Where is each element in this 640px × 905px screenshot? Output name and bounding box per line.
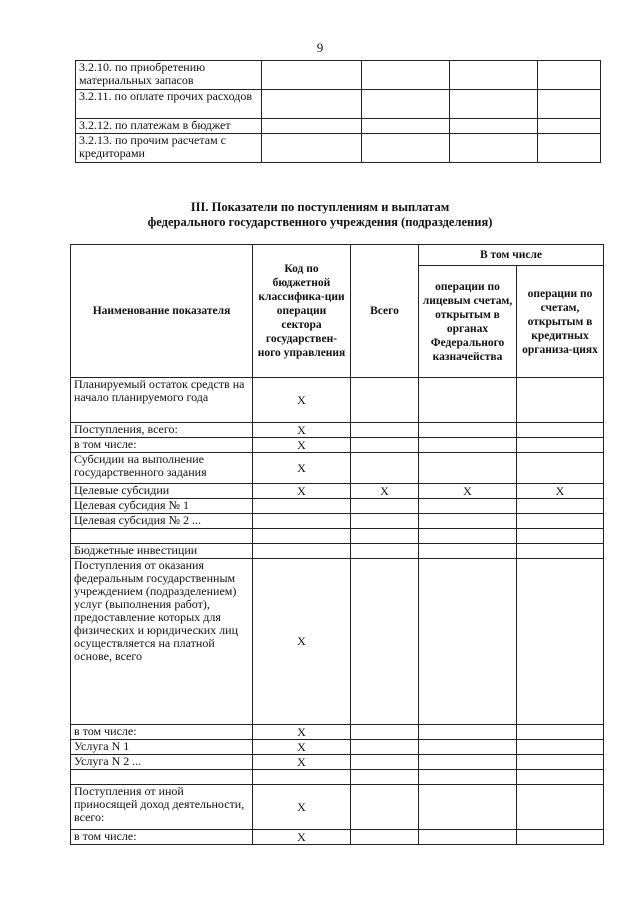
cell-code	[253, 529, 351, 544]
section-title-line2: федерального государственного учреждения (подразделения)	[147, 215, 493, 229]
cell-name: Услуга N 2 ...	[71, 755, 253, 770]
cell-credit	[517, 785, 604, 830]
cell-total	[351, 830, 419, 845]
cell-total	[351, 785, 419, 830]
table-row	[71, 453, 604, 484]
cell-credit	[517, 529, 604, 544]
cell-total	[351, 514, 419, 529]
cell-credit	[517, 514, 604, 529]
cell-credit	[517, 740, 604, 755]
table-row	[71, 559, 604, 725]
continuation-table-body	[76, 61, 601, 163]
cell-total	[351, 438, 419, 453]
empty-cell	[450, 90, 538, 119]
table-row	[71, 544, 604, 559]
cell-credit	[517, 499, 604, 514]
cell-code: X	[253, 740, 351, 755]
cell-name	[71, 529, 253, 544]
indicators-table	[70, 244, 604, 845]
cell-name: в том числе:	[71, 438, 253, 453]
table-row	[76, 134, 601, 163]
table-row	[71, 755, 604, 770]
row-label: 3.2.12. по платежам в бюджет	[76, 119, 262, 134]
section-heading	[0, 200, 640, 230]
empty-cell	[262, 90, 362, 119]
cell-total	[351, 453, 419, 484]
cell-treasury	[419, 453, 517, 484]
cell-name: в том числе:	[71, 725, 253, 740]
cell-total	[351, 740, 419, 755]
row-label: 3.2.10. по приобретению материальных запасов	[76, 61, 262, 90]
table-row	[71, 484, 604, 499]
row-label: 3.2.11. по оплате прочих расходов	[76, 90, 262, 119]
empty-cell	[538, 134, 601, 163]
cell-treasury	[419, 740, 517, 755]
cell-code: X	[253, 559, 351, 725]
cell-name: Субсидии на выполнение государственного задания	[71, 453, 253, 484]
table-row	[71, 830, 604, 845]
cell-name: в том числе:	[71, 830, 253, 845]
table-row	[76, 61, 601, 90]
table-row	[71, 423, 604, 438]
cell-total	[351, 755, 419, 770]
cell-name: Поступления, всего:	[71, 423, 253, 438]
table-row	[71, 514, 604, 529]
cell-credit	[517, 378, 604, 423]
cell-treasury	[419, 529, 517, 544]
indicators-table-header	[71, 245, 604, 378]
empty-cell	[538, 119, 601, 134]
cell-treasury	[419, 423, 517, 438]
section-title-line1: III. Показатели по поступлениям и выплатам	[190, 200, 450, 214]
cell-name: Целевая субсидия № 1	[71, 499, 253, 514]
table-row	[76, 90, 601, 119]
cell-treasury	[419, 755, 517, 770]
cell-total	[351, 423, 419, 438]
cell-name: Поступления от иной приносящей доход деятельности, всего:	[71, 785, 253, 830]
continuation-table	[75, 60, 601, 163]
cell-total	[351, 559, 419, 725]
cell-treasury: X	[419, 484, 517, 499]
cell-code	[253, 770, 351, 785]
cell-code: X	[253, 438, 351, 453]
table-row	[71, 499, 604, 514]
cell-treasury	[419, 725, 517, 740]
cell-credit	[517, 544, 604, 559]
cell-code: X	[253, 453, 351, 484]
empty-cell	[362, 61, 450, 90]
cell-treasury	[419, 438, 517, 453]
cell-code: X	[253, 484, 351, 499]
empty-cell	[450, 134, 538, 163]
cell-treasury	[419, 785, 517, 830]
empty-cell	[538, 61, 601, 90]
table-row	[71, 770, 604, 785]
cell-credit	[517, 453, 604, 484]
cell-treasury	[419, 770, 517, 785]
cell-treasury	[419, 514, 517, 529]
cell-credit: X	[517, 484, 604, 499]
cell-name: Поступления от оказания федеральным государственным учреждением (подразделением) услуг (выполнения работ), предоставление которых для физических и юридических лиц осуществляется на платной основе, всего	[71, 559, 253, 725]
cell-total	[351, 529, 419, 544]
empty-cell	[450, 119, 538, 134]
cell-credit	[517, 770, 604, 785]
table-row	[71, 529, 604, 544]
empty-cell	[262, 119, 362, 134]
cell-code: X	[253, 725, 351, 740]
empty-cell	[362, 119, 450, 134]
cell-name: Целевые субсидии	[71, 484, 253, 499]
cell-total	[351, 770, 419, 785]
header-credit: операции по счетам, открытым в кредитных организа-циях	[517, 266, 604, 378]
empty-cell	[450, 61, 538, 90]
header-including: В том числе	[419, 245, 604, 266]
cell-treasury	[419, 559, 517, 725]
cell-code: X	[253, 830, 351, 845]
empty-cell	[262, 134, 362, 163]
cell-name	[71, 770, 253, 785]
header-treasury: операции по лицевым счетам, открытым в органах Федерального казначейства	[419, 266, 517, 378]
cell-credit	[517, 559, 604, 725]
cell-treasury	[419, 499, 517, 514]
table-row	[71, 438, 604, 453]
table-row	[76, 119, 601, 134]
empty-cell	[362, 134, 450, 163]
cell-credit	[517, 830, 604, 845]
cell-code: X	[253, 785, 351, 830]
table-row	[71, 740, 604, 755]
cell-treasury	[419, 544, 517, 559]
empty-cell	[262, 61, 362, 90]
header-total: Всего	[351, 245, 419, 378]
empty-cell	[538, 90, 601, 119]
cell-total	[351, 544, 419, 559]
cell-code	[253, 514, 351, 529]
cell-credit	[517, 725, 604, 740]
indicators-table-body	[71, 378, 604, 845]
cell-code: X	[253, 378, 351, 423]
cell-name: Планируемый остаток средств на начало планируемого года	[71, 378, 253, 423]
table-row	[71, 785, 604, 830]
cell-credit	[517, 755, 604, 770]
table-row	[71, 725, 604, 740]
page-number: 9	[316, 40, 324, 55]
cell-treasury	[419, 378, 517, 423]
cell-code	[253, 544, 351, 559]
cell-code: X	[253, 423, 351, 438]
cell-name: Услуга N 1	[71, 740, 253, 755]
cell-credit	[517, 423, 604, 438]
cell-code: X	[253, 755, 351, 770]
header-code: Код по бюджетной классифика-ции операции сектора государствен-ного управления	[253, 245, 351, 378]
cell-total: X	[351, 484, 419, 499]
header-name: Наименование показателя	[71, 245, 253, 378]
cell-credit	[517, 438, 604, 453]
row-label: 3.2.13. по прочим расчетам с кредиторами	[76, 134, 262, 163]
cell-treasury	[419, 830, 517, 845]
cell-name: Бюджетные инвестиции	[71, 544, 253, 559]
cell-total	[351, 378, 419, 423]
cell-total	[351, 725, 419, 740]
table-row	[71, 378, 604, 423]
empty-cell	[362, 90, 450, 119]
cell-total	[351, 499, 419, 514]
cell-code	[253, 499, 351, 514]
cell-name: Целевая субсидия № 2 ...	[71, 514, 253, 529]
